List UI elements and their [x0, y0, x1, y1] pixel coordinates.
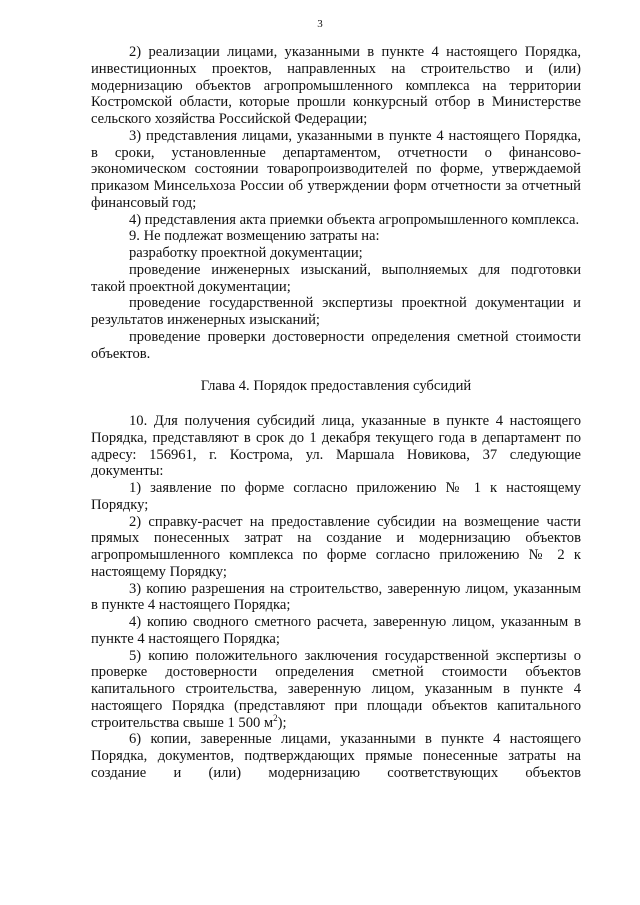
- paragraph-doc-6: 6) копии, заверенные лицами, указанными в пункте 4 настоящего Порядка, документов, подтверждающих прямые понесенные затраты на создание и (или) модернизацию соответствующих объектов: [91, 731, 581, 781]
- paragraph-doc-2: 2) справку-расчет на предоставление субсидии на возмещение части прямых понесенных затрат на создание и модернизацию объектов агропромышленного комплекса по форме согласно приложению № 2 к настоящему Порядку;: [91, 513, 581, 580]
- superscript-2: 2: [273, 712, 278, 723]
- paragraph-exclusion-4: проведение проверки достоверности определения сметной стоимости объектов.: [91, 328, 581, 362]
- paragraph-item-3: 3) представления лицами, указанными в пункте 4 настоящего Порядка, в сроки, установленные департаментом, отчетности о финансово-экономическом состоянии товаропроизводителей по форме, утверждаемой приказом Минсельхоза России об утверждении форм отчетности за отчетный финансовый год;: [91, 127, 581, 211]
- paragraph-exclusion-3: проведение государственной экспертизы проектной документации и результатов инженерных изысканий;: [91, 295, 581, 328]
- paragraph-item-2: 2) реализации лицами, указанными в пункте 4 настоящего Порядка, инвестиционных проектов, направленных на строительство и (или) модернизацию объектов агропромышленного комплекса на территории Костромской области, которые прошли конкурсный отбор в Министерстве сельского хозяйства Российской Федерации;: [91, 44, 581, 127]
- paragraph-section-9: 9. Не подлежат возмещению затраты на:: [129, 228, 380, 245]
- paragraph-doc-5-text: 5) копию положительного заключения государственной экспертизы о проверке достоверности определения сметной стоимости объектов капитального строительства, заверенную лицом, указанным в пункте 4 настоящего Порядка (представляют при площади объектов капитального строительства свыше 1 500 м: [91, 647, 581, 731]
- paragraph-doc-5-tail: );: [277, 714, 287, 731]
- paragraph-doc-3: 3) копию разрешения на строительство, заверенную лицом, указанным в пункте 4 настоящего Порядка;: [91, 580, 581, 614]
- paragraph-exclusion-2: проведение инженерных изысканий, выполняемых для подготовки такой проектной документации;: [91, 261, 581, 295]
- paragraph-doc-1: 1) заявление по форме согласно приложению № 1 к настоящему Порядку;: [91, 480, 581, 513]
- page-number: 3: [317, 18, 323, 30]
- paragraph-doc-5: [91, 648, 581, 732]
- document-body: [91, 44, 581, 782]
- paragraph-exclusion-1: разработку проектной документации;: [129, 245, 363, 261]
- chapter-heading: Глава 4. Порядок предоставления субсидий: [200, 378, 472, 395]
- paragraph-doc-4: 4) копию сводного сметного расчета, заверенную лицом, указанным в пункте 4 настоящего Порядка;: [91, 614, 581, 647]
- paragraph-section-10: 10. Для получения субсидий лица, указанные в пункте 4 настоящего Порядка, представляют в срок до 1 декабря текущего года в департамент по адресу: 156961, г. Кострома, ул. Маршала Новикова, 37 следующие документы:: [91, 413, 581, 480]
- paragraph-item-4: 4) представления акта приемки объекта агропромышленного комплекса.: [129, 211, 580, 228]
